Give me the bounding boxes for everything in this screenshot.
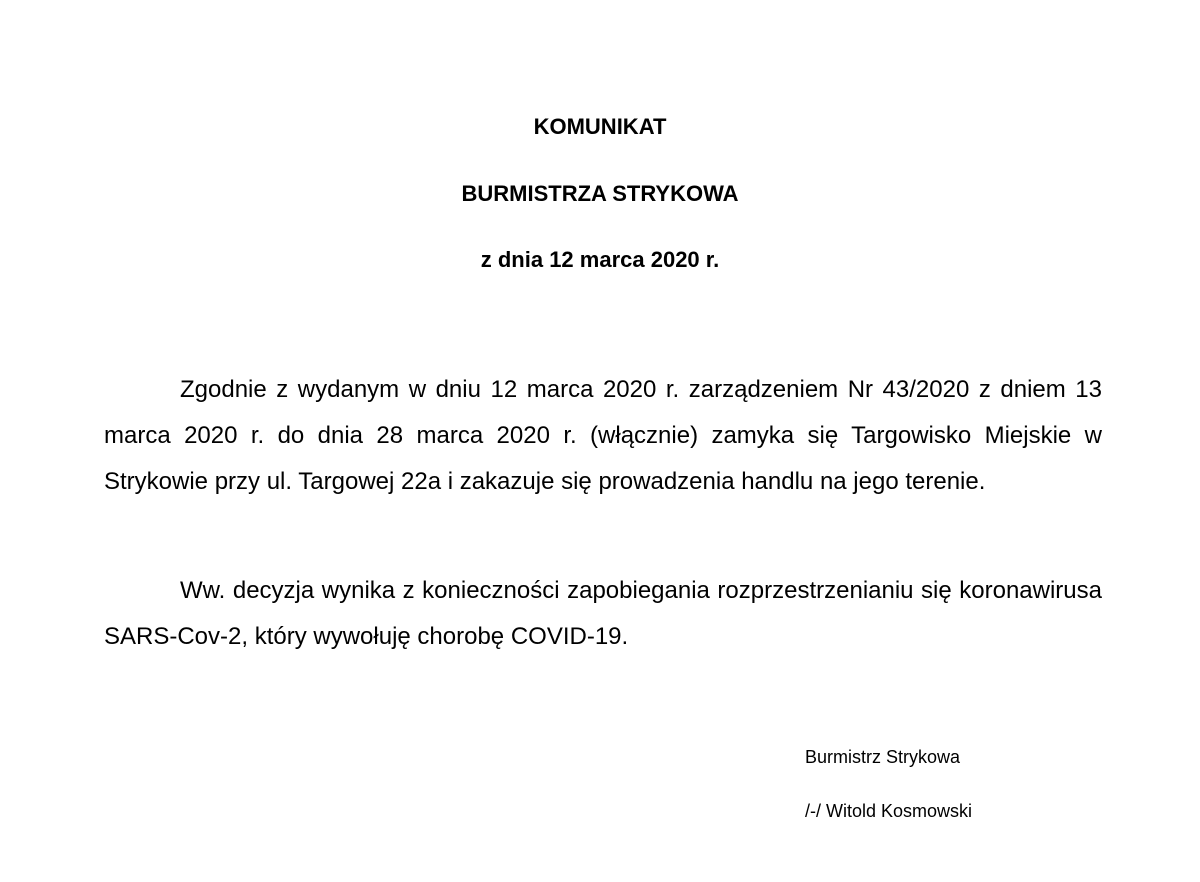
signature-name: /-/ Witold Kosmowski xyxy=(805,801,973,821)
paragraph-2-text: Ww. decyzja wynika z konieczności zapobiegania rozprzestrzenianiu się koronawirusa SARS-Cov-2, który wywołuję chorobę COVID-19. xyxy=(104,577,1102,650)
paragraph-1 xyxy=(104,367,1102,505)
paragraph-2 xyxy=(104,568,1102,660)
document-subtitle: BURMISTRZA STRYKOWA xyxy=(461,181,739,206)
paragraph-1-text: Zgodnie z wydanym w dniu 12 marca 2020 r. zarządzeniem Nr 43/2020 z dniem 13 marca 2020 r. do dnia 28 marca 2020 r. (włącznie) zamyka się Targowisko Miejskie w Strykowie przy ul. Targowej 22a i zakazuje się prowadzenia handlu na jego terenie. xyxy=(104,376,1102,495)
document-date: z dnia 12 marca 2020 r. xyxy=(480,247,720,272)
document-title: KOMUNIKAT xyxy=(533,114,667,139)
signature-title: Burmistrz Strykowa xyxy=(805,747,961,767)
